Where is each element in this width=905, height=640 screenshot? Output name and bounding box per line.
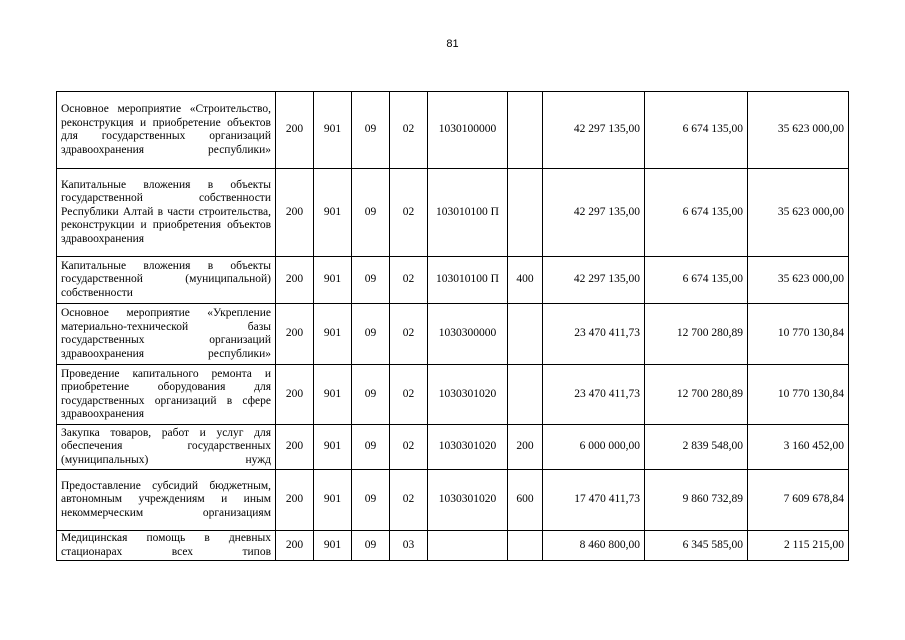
cell-expense-type [508, 365, 543, 425]
cell-admin-code: 200 [276, 92, 314, 169]
cell-subsection: 02 [390, 365, 428, 425]
cell-amount-3: 7 609 678,84 [748, 470, 849, 531]
cell-ministry-code: 901 [314, 425, 352, 470]
cell-target-code: 1030301020 [428, 365, 508, 425]
cell-amount-1: 42 297 135,00 [543, 169, 645, 257]
cell-amount-2: 2 839 548,00 [645, 425, 748, 470]
table-row [57, 470, 849, 531]
cell-subsection: 02 [390, 257, 428, 304]
cell-ministry-code: 901 [314, 365, 352, 425]
cell-amount-3: 35 623 000,00 [748, 169, 849, 257]
cell-admin-code: 200 [276, 470, 314, 531]
budget-table [56, 91, 849, 561]
cell-amount-2: 12 700 280,89 [645, 365, 748, 425]
cell-expense-type [508, 304, 543, 365]
cell-ministry-code: 901 [314, 169, 352, 257]
cell-amount-2: 6 345 585,00 [645, 531, 748, 561]
cell-expense-type: 600 [508, 470, 543, 531]
cell-amount-1: 42 297 135,00 [543, 257, 645, 304]
table-row [57, 257, 849, 304]
cell-amount-1: 23 470 411,73 [543, 365, 645, 425]
cell-amount-2: 6 674 135,00 [645, 92, 748, 169]
row-name: Капитальные вложения в объекты государственной (муниципальной) собственности [57, 257, 276, 304]
cell-target-code: 103010100 П [428, 257, 508, 304]
cell-section: 09 [352, 531, 390, 561]
cell-ministry-code: 901 [314, 531, 352, 561]
cell-ministry-code: 901 [314, 304, 352, 365]
cell-subsection: 02 [390, 304, 428, 365]
cell-subsection: 02 [390, 470, 428, 531]
cell-target-code: 1030301020 [428, 470, 508, 531]
row-name: Закупка товаров, работ и услуг для обеспечения государственных (муниципальных) нужд [57, 425, 276, 470]
cell-amount-1: 6 000 000,00 [543, 425, 645, 470]
cell-amount-3: 10 770 130,84 [748, 365, 849, 425]
cell-amount-1: 17 470 411,73 [543, 470, 645, 531]
cell-ministry-code: 901 [314, 257, 352, 304]
table-row [57, 169, 849, 257]
cell-admin-code: 200 [276, 304, 314, 365]
row-name: Основное мероприятие «Строительство, реконструкция и приобретение объектов для государственных организаций здравоохранения республики» [57, 92, 276, 169]
cell-amount-2: 6 674 135,00 [645, 257, 748, 304]
cell-amount-2: 9 860 732,89 [645, 470, 748, 531]
row-name: Капитальные вложения в объекты государственной собственности Республики Алтай в части строительства, реконструкции и приобретения объектов здравоохранения [57, 169, 276, 257]
cell-amount-3: 35 623 000,00 [748, 92, 849, 169]
cell-admin-code: 200 [276, 425, 314, 470]
cell-section: 09 [352, 92, 390, 169]
cell-section: 09 [352, 365, 390, 425]
cell-expense-type [508, 169, 543, 257]
cell-admin-code: 200 [276, 169, 314, 257]
cell-ministry-code: 901 [314, 470, 352, 531]
cell-amount-2: 12 700 280,89 [645, 304, 748, 365]
cell-subsection: 02 [390, 425, 428, 470]
cell-subsection: 02 [390, 92, 428, 169]
cell-section: 09 [352, 257, 390, 304]
cell-expense-type: 200 [508, 425, 543, 470]
cell-admin-code: 200 [276, 531, 314, 561]
row-name: Медицинская помощь в дневных стационарах всех типов [57, 531, 276, 561]
cell-amount-3: 10 770 130,84 [748, 304, 849, 365]
cell-amount-3: 2 115 215,00 [748, 531, 849, 561]
cell-amount-1: 42 297 135,00 [543, 92, 645, 169]
cell-section: 09 [352, 304, 390, 365]
cell-target-code: 1030300000 [428, 304, 508, 365]
cell-target-code: 1030301020 [428, 425, 508, 470]
row-name: Проведение капитального ремонта и приобретение оборудования для государственных организаций в сфере здравоохранения [57, 365, 276, 425]
cell-amount-1: 8 460 800,00 [543, 531, 645, 561]
cell-amount-3: 3 160 452,00 [748, 425, 849, 470]
cell-section: 09 [352, 470, 390, 531]
cell-ministry-code: 901 [314, 92, 352, 169]
row-name: Основное мероприятие «Укрепление материально-технической базы государственных организаций здравоохранения республики» [57, 304, 276, 365]
table-row [57, 304, 849, 365]
cell-amount-3: 35 623 000,00 [748, 257, 849, 304]
row-name: Предоставление субсидий бюджетным, автономным учреждениям и иным некоммерческим организациям [57, 470, 276, 531]
table-row [57, 531, 849, 561]
cell-expense-type [508, 531, 543, 561]
cell-expense-type: 400 [508, 257, 543, 304]
cell-subsection: 03 [390, 531, 428, 561]
table-row [57, 425, 849, 470]
cell-target-code: 1030100000 [428, 92, 508, 169]
cell-section: 09 [352, 169, 390, 257]
cell-target-code: 103010100 П [428, 169, 508, 257]
cell-amount-1: 23 470 411,73 [543, 304, 645, 365]
cell-admin-code: 200 [276, 365, 314, 425]
cell-subsection: 02 [390, 169, 428, 257]
cell-section: 09 [352, 425, 390, 470]
cell-expense-type [508, 92, 543, 169]
cell-admin-code: 200 [276, 257, 314, 304]
page-number: 81 [446, 38, 459, 50]
cell-amount-2: 6 674 135,00 [645, 169, 748, 257]
cell-target-code [428, 531, 508, 561]
table-row [57, 92, 849, 169]
table-row [57, 365, 849, 425]
